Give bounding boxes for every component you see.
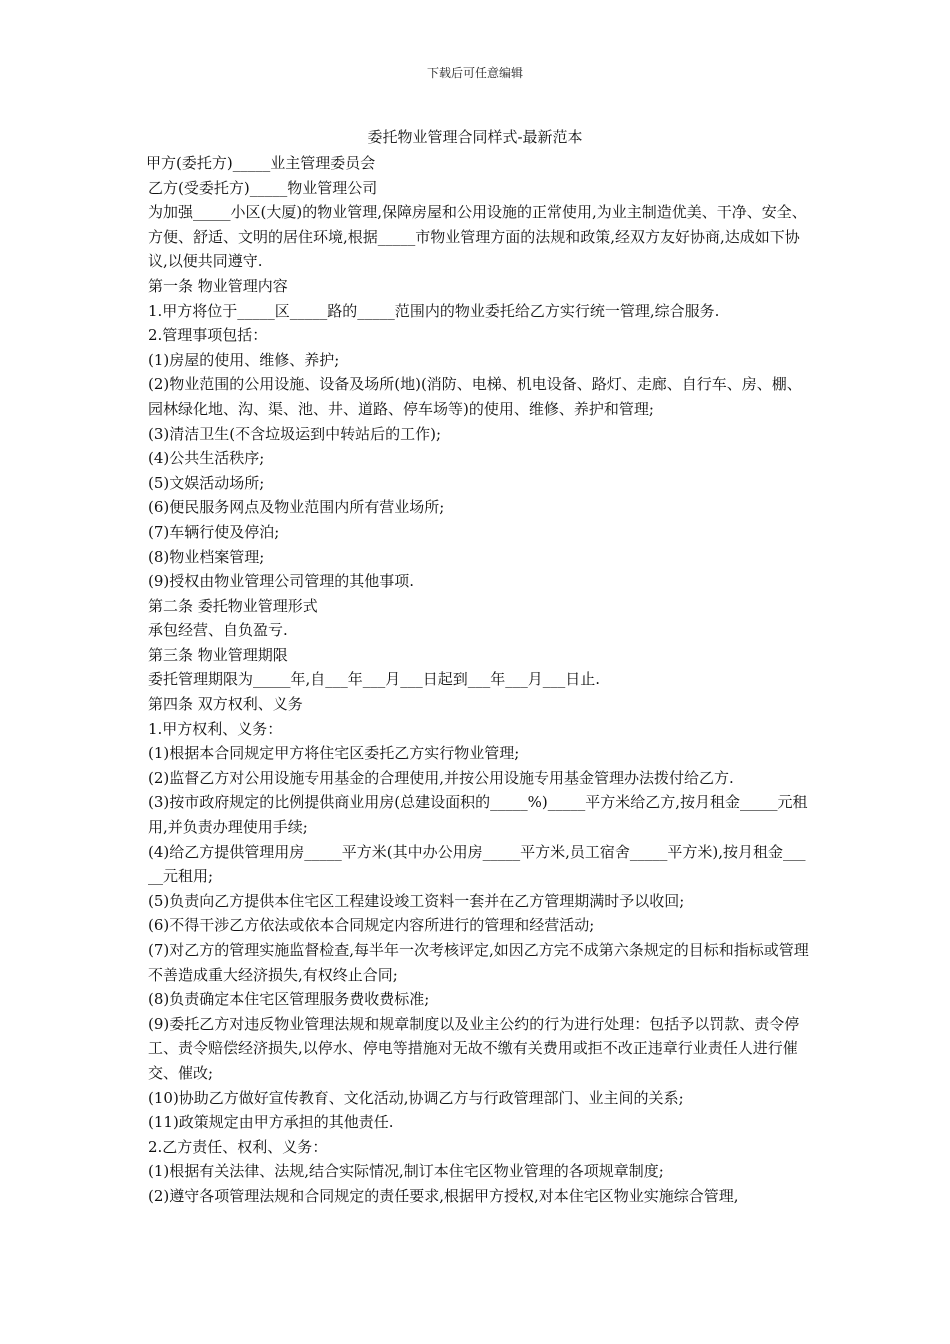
- party-a-line: 甲方(委托方)_____业主管理委员会: [146, 154, 376, 172]
- clause-item: (1)根据本合同规定甲方将住宅区委托乙方实行物业管理;: [148, 744, 520, 763]
- article-heading: 第四条 双方权利、义务: [148, 695, 303, 714]
- clause-item: (9)授权由物业管理公司管理的其他事项.: [148, 572, 415, 591]
- clause-item: (2)物业范围的公用设施、设备及场所(地)(消防、电梯、机电设备、路灯、走廊、自行车、房、棚、园林绿化地、沟、渠、池、井、道路、停车场等)的使用、维修、养护和管理;: [148, 375, 802, 418]
- clause-item: (5)文娱活动场所;: [148, 473, 265, 492]
- clause-paragraph: 1.甲方将位于_____区_____路的_____范围内的物业委托给乙方实行统一管理,综合服务.: [148, 301, 720, 320]
- article-heading: 第三条 物业管理期限: [148, 645, 288, 664]
- clause-paragraph: 承包经营、自负盈亏.: [148, 621, 288, 640]
- clause-item: (3)按市政府规定的比例提供商业用房(总建设面积的_____%)_____平方米给乙方,按月租金_____元租用,并负责办理使用手续;: [148, 793, 808, 837]
- preamble-paragraph: 为加强_____小区(大厦)的物业管理,保障房屋和公用设施的正常使用,为业主制造优美、干净、安全、方便、舒适、文明的居住环境,根据_____市物业管理方面的法规和政策,经双方友好协商,达成如下协议,以便共同遵守.: [148, 203, 807, 271]
- clause-item: (9)委托乙方对违反物业管理法规和规章制度以及业主公约的行为进行处理：包括予以罚款、责令停工、责令赔偿经济损失,以停水、停电等措施对无故不缴有关费用或拒不改正违章行业责任人进行催交、催改;: [148, 1014, 800, 1082]
- clause-item: (8)负责确定本住宅区管理服务费收费标准;: [148, 990, 430, 1009]
- clause-paragraph: 2.乙方责任、权利、义务：: [148, 1137, 328, 1156]
- clause-item: (8)物业档案管理;: [148, 547, 265, 566]
- clause-paragraph: 1.甲方权利、义务：: [148, 719, 283, 738]
- clause-item: (2)监督乙方对公用设施专用基金的合理使用,并按公用设施专用基金管理办法拨付给乙方.: [148, 768, 734, 787]
- clause-item: (1)房屋的使用、维修、养护;: [148, 350, 340, 369]
- clause-item: (1)根据有关法律、法规,结合实际情况,制订本住宅区物业管理的各项规章制度;: [148, 1162, 664, 1181]
- clause-paragraph: 委托管理期限为_____年,自___年___月___日起到___年___月___日止.: [148, 670, 601, 689]
- party-b-line: 乙方(受委托方)_____物业管理公司: [148, 178, 378, 197]
- clause-item: (3)清洁卫生(不含垃圾运到中转站后的工作);: [148, 424, 442, 443]
- clause-item: (6)不得干涉乙方依法或依本合同规定内容所进行的管理和经营活动;: [148, 916, 595, 935]
- clause-item: (6)便民服务网点及物业范围内所有营业场所;: [148, 498, 445, 517]
- document-title: 委托物业管理合同样式-最新范本: [367, 128, 583, 146]
- contract-body: [146, 151, 810, 1209]
- clause-item: (10)协助乙方做好宣传教育、文化活动,协调乙方与行政管理部门、业主间的关系;: [148, 1088, 684, 1107]
- clause-item: (11)政策规定由甲方承担的其他责任.: [148, 1113, 394, 1132]
- page-header: 下载后可任意编辑: [426, 66, 523, 80]
- clause-item: (5)负责向乙方提供本住宅区工程建设竣工资料一套并在乙方管理期满时予以收回;: [148, 891, 685, 910]
- clause-item: (4)公共生活秩序;: [148, 449, 265, 468]
- clause-item: (7)对乙方的管理实施监督检查,每半年一次考核评定,如因乙方完不成第六条规定的目标和指标或管理不善造成重大经济损失,有权终止合同;: [148, 941, 809, 984]
- clause-item: (4)给乙方提供管理用房_____平方米(其中办公用房_____平方米,员工宿舍_____平方米),按月租金_____元租用;: [148, 842, 806, 886]
- clause-item: (2)遵守各项管理法规和合同规定的责任要求,根据甲方授权,对本住宅区物业实施综合管理,: [148, 1186, 739, 1205]
- article-heading: 第二条 委托物业管理形式: [148, 596, 318, 615]
- article-heading: 第一条 物业管理内容: [148, 276, 288, 295]
- clause-paragraph: 2.管理事项包括：: [148, 326, 268, 345]
- clause-item: (7)车辆行使及停泊;: [148, 522, 280, 541]
